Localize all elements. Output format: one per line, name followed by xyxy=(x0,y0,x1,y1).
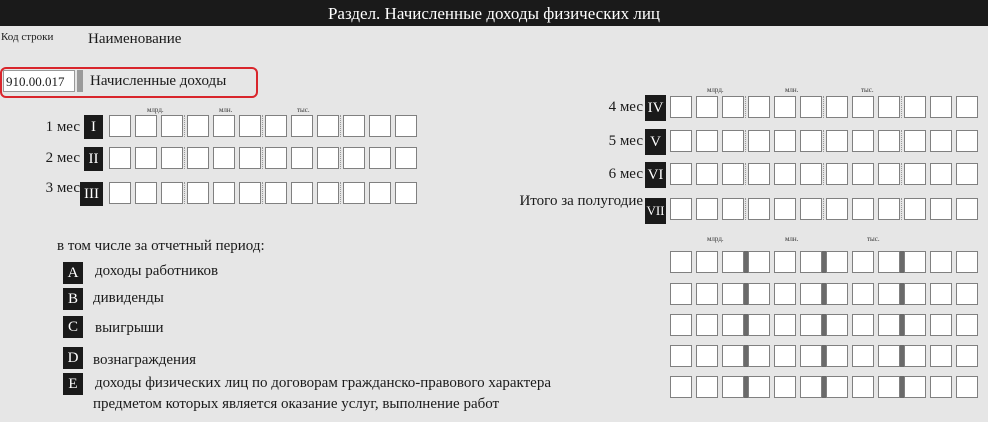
digit-cell[interactable] xyxy=(930,283,952,305)
digit-cell[interactable] xyxy=(774,283,796,305)
amount-grid-m6 xyxy=(670,163,978,185)
item-text: доходы работников xyxy=(95,263,219,279)
digit-cell[interactable] xyxy=(774,345,796,367)
month-label: 3 мес xyxy=(45,180,80,196)
digit-cell[interactable] xyxy=(748,251,770,273)
month-label: 5 мес xyxy=(608,133,643,149)
digit-cell[interactable] xyxy=(161,115,183,137)
digit-cell[interactable] xyxy=(774,96,796,118)
digit-cell[interactable] xyxy=(930,198,952,220)
month-label: 2 мес xyxy=(45,150,80,166)
unit-bln-label: млрд. xyxy=(147,106,164,114)
row-code-tab xyxy=(77,70,83,92)
amount-grid-m1 xyxy=(109,115,417,137)
digit-cell[interactable] xyxy=(722,345,744,367)
unit-ths-label: тыс. xyxy=(861,86,874,94)
digit-cell[interactable] xyxy=(904,283,926,305)
digit-cell[interactable] xyxy=(722,283,744,305)
letter-badge: E xyxy=(63,373,83,395)
digit-cell[interactable] xyxy=(748,198,770,220)
month-label: 1 мес xyxy=(45,119,80,135)
digit-cell[interactable] xyxy=(161,147,183,169)
digit-cell[interactable] xyxy=(774,163,796,185)
digit-cell[interactable] xyxy=(852,96,874,118)
digit-cell[interactable] xyxy=(317,147,339,169)
digit-cell[interactable] xyxy=(369,147,391,169)
digit-cell[interactable] xyxy=(161,182,183,204)
digit-cell[interactable] xyxy=(878,163,900,185)
digit-cell[interactable] xyxy=(291,115,313,137)
roman-badge: I xyxy=(84,115,103,139)
item-text: вознаграждения xyxy=(93,352,197,368)
digit-cell[interactable] xyxy=(774,376,796,398)
digit-cell[interactable] xyxy=(826,198,848,220)
digit-cell[interactable] xyxy=(291,147,313,169)
digit-cell[interactable] xyxy=(696,283,718,305)
period-heading: в том числе за отчетный период: xyxy=(57,238,265,254)
digit-cell[interactable] xyxy=(904,96,926,118)
digit-cell[interactable] xyxy=(696,96,718,118)
digit-cell[interactable] xyxy=(343,147,365,169)
digit-cell[interactable] xyxy=(852,345,874,367)
digit-cell[interactable] xyxy=(956,96,978,118)
digit-cell[interactable] xyxy=(722,130,744,152)
digit-cell[interactable] xyxy=(722,376,744,398)
digit-cell[interactable] xyxy=(670,345,692,367)
name-column-header: Наименование xyxy=(88,31,182,47)
roman-badge: II xyxy=(84,147,103,171)
item-text: доходы физических лиц по договорам гражданско-правового характера xyxy=(95,375,551,391)
digit-cell[interactable] xyxy=(800,345,822,367)
digit-cell[interactable] xyxy=(187,115,209,137)
digit-cell[interactable] xyxy=(904,198,926,220)
digit-cell[interactable] xyxy=(878,96,900,118)
digit-cell[interactable] xyxy=(774,314,796,336)
digit-cell[interactable] xyxy=(826,345,848,367)
digit-cell[interactable] xyxy=(930,130,952,152)
digit-cell[interactable] xyxy=(826,314,848,336)
amount-grid-c xyxy=(670,314,978,336)
digit-cell[interactable] xyxy=(291,182,313,204)
digit-cell[interactable] xyxy=(800,163,822,185)
digit-cell[interactable] xyxy=(670,130,692,152)
amount-grid-b xyxy=(670,283,978,305)
digit-cell[interactable] xyxy=(670,163,692,185)
roman-badge: VI xyxy=(645,162,666,188)
digit-cell[interactable] xyxy=(213,147,235,169)
digit-cell[interactable] xyxy=(800,314,822,336)
digit-cell[interactable] xyxy=(696,345,718,367)
roman-badge: VII xyxy=(645,198,666,224)
digit-cell[interactable] xyxy=(956,314,978,336)
digit-cell[interactable] xyxy=(826,251,848,273)
digit-cell[interactable] xyxy=(109,182,131,204)
letter-badge: A xyxy=(63,262,83,284)
digit-cell[interactable] xyxy=(826,283,848,305)
digit-cell[interactable] xyxy=(930,96,952,118)
letter-badge: B xyxy=(63,288,83,310)
digit-cell[interactable] xyxy=(395,115,417,137)
amount-grid-d xyxy=(670,345,978,367)
digit-cell[interactable] xyxy=(852,376,874,398)
digit-cell[interactable] xyxy=(930,314,952,336)
row-code-field[interactable]: 910.00.017 xyxy=(3,70,75,92)
digit-cell[interactable] xyxy=(878,283,900,305)
digit-cell[interactable] xyxy=(852,198,874,220)
digit-cell[interactable] xyxy=(956,163,978,185)
roman-badge: III xyxy=(80,182,103,206)
digit-cell[interactable] xyxy=(748,283,770,305)
digit-cell[interactable] xyxy=(852,130,874,152)
digit-cell[interactable] xyxy=(826,163,848,185)
digit-cell[interactable] xyxy=(187,182,209,204)
digit-cell[interactable] xyxy=(904,251,926,273)
digit-cell[interactable] xyxy=(904,130,926,152)
digit-cell[interactable] xyxy=(904,376,926,398)
unit-mln-label: млн. xyxy=(785,235,799,243)
digit-cell[interactable] xyxy=(800,130,822,152)
digit-cell[interactable] xyxy=(748,345,770,367)
digit-cell[interactable] xyxy=(956,345,978,367)
digit-cell[interactable] xyxy=(930,251,952,273)
digit-cell[interactable] xyxy=(904,163,926,185)
digit-cell[interactable] xyxy=(878,198,900,220)
month-label: 4 мес xyxy=(608,99,643,115)
digit-cell[interactable] xyxy=(904,314,926,336)
month-label: 6 мес xyxy=(608,166,643,182)
roman-badge: V xyxy=(645,129,666,155)
digit-cell[interactable] xyxy=(852,283,874,305)
digit-cell[interactable] xyxy=(135,147,157,169)
letter-badge: D xyxy=(63,347,83,369)
unit-mln-label: млн. xyxy=(219,106,233,114)
digit-cell[interactable] xyxy=(878,251,900,273)
amount-grid-m3 xyxy=(109,182,417,204)
digit-cell[interactable] xyxy=(956,376,978,398)
digit-cell[interactable] xyxy=(369,115,391,137)
digit-cell[interactable] xyxy=(774,198,796,220)
digit-cell[interactable] xyxy=(826,376,848,398)
section-title: Раздел. Начисленные доходы физических лиц xyxy=(0,0,988,26)
digit-cell[interactable] xyxy=(904,345,926,367)
item-text: дивиденды xyxy=(93,290,164,306)
unit-mln-label: млн. xyxy=(785,86,799,94)
digit-cell[interactable] xyxy=(670,376,692,398)
digit-cell[interactable] xyxy=(800,96,822,118)
digit-cell[interactable] xyxy=(696,198,718,220)
unit-ths-label: тыс. xyxy=(867,235,880,243)
digit-cell[interactable] xyxy=(852,163,874,185)
digit-cell[interactable] xyxy=(930,163,952,185)
amount-grid-total xyxy=(670,198,978,220)
digit-cell[interactable] xyxy=(317,115,339,137)
digit-cell[interactable] xyxy=(956,251,978,273)
digit-cell[interactable] xyxy=(239,115,261,137)
digit-cell[interactable] xyxy=(109,115,131,137)
digit-cell[interactable] xyxy=(696,251,718,273)
digit-cell[interactable] xyxy=(670,198,692,220)
digit-cell[interactable] xyxy=(369,182,391,204)
digit-cell[interactable] xyxy=(722,251,744,273)
digit-cell[interactable] xyxy=(852,251,874,273)
total-label: Итого за полугодие xyxy=(519,193,643,209)
digit-cell[interactable] xyxy=(343,115,365,137)
digit-cell[interactable] xyxy=(722,96,744,118)
digit-cell[interactable] xyxy=(748,163,770,185)
digit-cell[interactable] xyxy=(800,376,822,398)
digit-cell[interactable] xyxy=(930,345,952,367)
roman-badge: IV xyxy=(645,95,666,121)
digit-cell[interactable] xyxy=(670,283,692,305)
digit-cell[interactable] xyxy=(670,96,692,118)
digit-cell[interactable] xyxy=(774,251,796,273)
row-name: Начисленные доходы xyxy=(90,73,227,89)
digit-cell[interactable] xyxy=(265,147,287,169)
item-text: выигрыши xyxy=(95,320,164,336)
digit-cell[interactable] xyxy=(878,130,900,152)
digit-cell[interactable] xyxy=(109,147,131,169)
digit-cell[interactable] xyxy=(239,147,261,169)
digit-cell[interactable] xyxy=(670,251,692,273)
digit-cell[interactable] xyxy=(956,130,978,152)
amount-grid-e xyxy=(670,376,978,398)
unit-bln-label: млрд. xyxy=(707,235,724,243)
letter-badge: C xyxy=(63,316,83,338)
digit-cell[interactable] xyxy=(395,182,417,204)
item-text-continued: предметом которых является оказание услуг, выполнение работ xyxy=(93,396,500,412)
amount-grid-m4 xyxy=(670,96,978,118)
digit-cell[interactable] xyxy=(343,182,365,204)
digit-cell[interactable] xyxy=(878,345,900,367)
digit-cell[interactable] xyxy=(826,96,848,118)
amount-grid-a xyxy=(670,251,978,273)
digit-cell[interactable] xyxy=(748,376,770,398)
digit-cell[interactable] xyxy=(239,182,261,204)
digit-cell[interactable] xyxy=(265,182,287,204)
digit-cell[interactable] xyxy=(696,130,718,152)
digit-cell[interactable] xyxy=(748,130,770,152)
unit-bln-label: млрд. xyxy=(707,86,724,94)
digit-cell[interactable] xyxy=(213,115,235,137)
digit-cell[interactable] xyxy=(956,283,978,305)
digit-cell[interactable] xyxy=(956,198,978,220)
digit-cell[interactable] xyxy=(722,314,744,336)
digit-cell[interactable] xyxy=(696,163,718,185)
digit-cell[interactable] xyxy=(670,314,692,336)
digit-cell[interactable] xyxy=(826,130,848,152)
digit-cell[interactable] xyxy=(852,314,874,336)
digit-cell[interactable] xyxy=(930,376,952,398)
amount-grid-m5 xyxy=(670,130,978,152)
amount-grid-m2 xyxy=(109,147,417,169)
digit-cell[interactable] xyxy=(696,376,718,398)
code-column-header: Код строки xyxy=(1,31,54,43)
digit-cell[interactable] xyxy=(696,314,718,336)
digit-cell[interactable] xyxy=(265,115,287,137)
digit-cell[interactable] xyxy=(878,376,900,398)
digit-cell[interactable] xyxy=(135,182,157,204)
digit-cell[interactable] xyxy=(748,314,770,336)
unit-ths-label: тыс. xyxy=(297,106,310,114)
digit-cell[interactable] xyxy=(722,198,744,220)
digit-cell[interactable] xyxy=(800,198,822,220)
digit-cell[interactable] xyxy=(800,283,822,305)
digit-cell[interactable] xyxy=(187,147,209,169)
digit-cell[interactable] xyxy=(774,130,796,152)
digit-cell[interactable] xyxy=(800,251,822,273)
digit-cell[interactable] xyxy=(722,163,744,185)
digit-cell[interactable] xyxy=(748,96,770,118)
digit-cell[interactable] xyxy=(395,147,417,169)
digit-cell[interactable] xyxy=(135,115,157,137)
digit-cell[interactable] xyxy=(878,314,900,336)
digit-cell[interactable] xyxy=(317,182,339,204)
digit-cell[interactable] xyxy=(213,182,235,204)
